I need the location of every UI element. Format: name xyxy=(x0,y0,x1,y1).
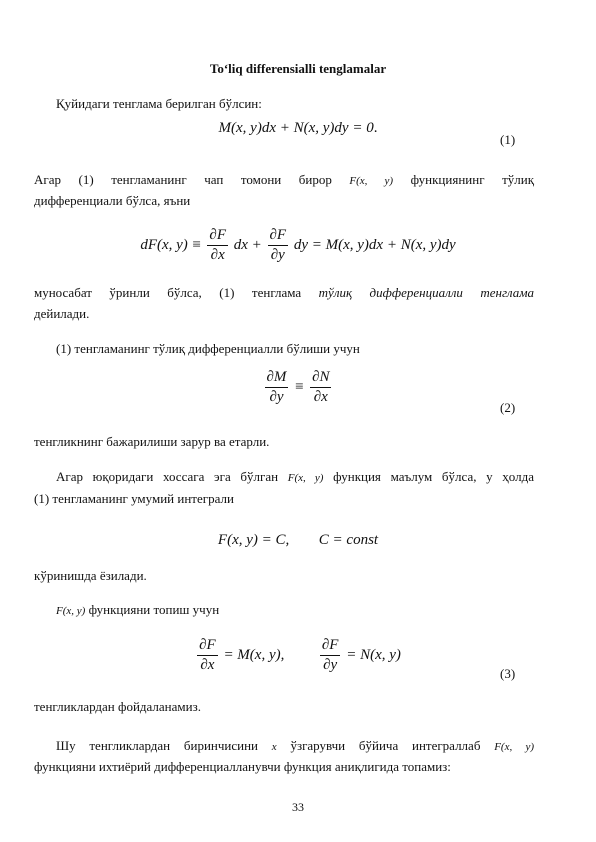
variable-x: x xyxy=(271,741,277,753)
fraction-numerator: ∂F xyxy=(197,637,218,656)
eq-df-term1: dx + xyxy=(233,236,262,253)
eq-df-lhs: dF(x, y) ≡ xyxy=(140,236,202,253)
paragraph-intro: Қуйидаги тенглама берилган бўлсин: xyxy=(56,96,262,111)
function-F: F(x, y) xyxy=(287,472,324,484)
paragraph-form: кўринишда ёзилади. xyxy=(34,568,147,583)
equation-3-number: (3) xyxy=(500,666,516,681)
paragraph-integration-line1 xyxy=(56,737,534,756)
fraction-denominator: ∂x xyxy=(200,657,215,673)
fraction-dN-dx xyxy=(310,369,331,406)
para2-end: функциянинг тўлиқ xyxy=(410,172,535,187)
fraction-denominator: ∂x xyxy=(313,389,328,405)
equation-total-differential xyxy=(0,227,596,264)
fraction-denominator: ∂y xyxy=(323,657,338,673)
para3-start: муносабат ўринли бўлса, (1) тенглама xyxy=(34,285,302,300)
fraction-dF-dx xyxy=(207,227,228,264)
fraction-denominator: ∂y xyxy=(269,389,284,405)
fraction-numerator: ∂F xyxy=(207,227,228,246)
general-integral-left: F(x, y) = C, xyxy=(217,532,290,548)
eq-df-term2: dy = M(x, y)dx + N(x, y)dy xyxy=(293,236,456,253)
para2-start: Агар (1) тенгламанинг чап томони бирор xyxy=(34,172,332,187)
general-integral-right: C = const xyxy=(318,532,379,548)
paragraph-criterion: (1) тенгламанинг тўлиқ дифференциалли бўлиши учун xyxy=(56,341,360,356)
paragraph-definition-line1 xyxy=(34,284,534,302)
paragraph-definition-line2: дейилади. xyxy=(34,306,90,321)
paragraph-general-integral-line1 xyxy=(56,468,534,487)
fraction-denominator: ∂x xyxy=(210,247,225,263)
fraction-dF-dx xyxy=(197,637,218,674)
para10-b: ўзгарувчи бўйича интеграллаб xyxy=(290,738,481,753)
eq3-rhs1: = M(x, y), xyxy=(223,646,285,663)
term-total-differential-equation: тўлиқ дифференциалли тенглама xyxy=(318,285,535,300)
page-number: 33 xyxy=(292,800,304,814)
paragraph-condition-line2: дифференциали бўлса, яъни xyxy=(34,193,191,208)
equation-1-number: (1) xyxy=(500,132,516,147)
para10-a: Шу тенгликлардан биринчисини xyxy=(56,738,259,753)
function-F: F(x, y) xyxy=(56,605,86,617)
fraction-dM-dy xyxy=(265,369,289,406)
fraction-numerator: ∂N xyxy=(310,369,331,388)
fraction-numerator: ∂F xyxy=(268,227,289,246)
para6-start: Агар юқоридаги хоссага эга бўлган xyxy=(56,469,279,484)
paragraph-integration-line2: функцияни ихтиёрий дифференциалланувчи функция аниқлигида топамиз: xyxy=(34,759,451,774)
paragraph-necessary-sufficient: тенгликнинг бажарилиши зарур ва етарли. xyxy=(34,434,270,449)
equation-general-integral xyxy=(0,532,596,549)
paragraph-general-integral-line2: (1) тенгламанинг умумий интеграли xyxy=(34,491,234,506)
equation-1-text: M(x, y)dx + N(x, y)dy = 0 xyxy=(218,120,374,136)
page-title: To‘liq differensialli tenglamalar xyxy=(209,61,387,76)
paragraph-use-equalities: тенгликлардан фойдаланамиз. xyxy=(34,699,201,714)
function-F: F(x, y) xyxy=(349,175,394,187)
function-F: F(x, y) xyxy=(494,741,535,753)
fraction-dF-dy xyxy=(320,637,341,674)
fraction-numerator: ∂M xyxy=(265,369,289,388)
paragraph-find-function xyxy=(56,601,219,620)
para6-end: функция маълум бўлса, у ҳолда xyxy=(333,469,535,484)
fraction-dF-dy xyxy=(268,227,289,264)
equation-1-dot: . xyxy=(373,120,378,136)
para8-text: функцияни топиш учун xyxy=(88,602,220,617)
eq3-rhs2: = N(x, y) xyxy=(346,646,401,663)
equation-2-number: (2) xyxy=(500,400,516,415)
paragraph-condition-line1 xyxy=(34,171,534,190)
fraction-numerator: ∂F xyxy=(320,637,341,656)
fraction-denominator: ∂y xyxy=(270,247,285,263)
eq2-operator: ≡ xyxy=(294,378,305,395)
